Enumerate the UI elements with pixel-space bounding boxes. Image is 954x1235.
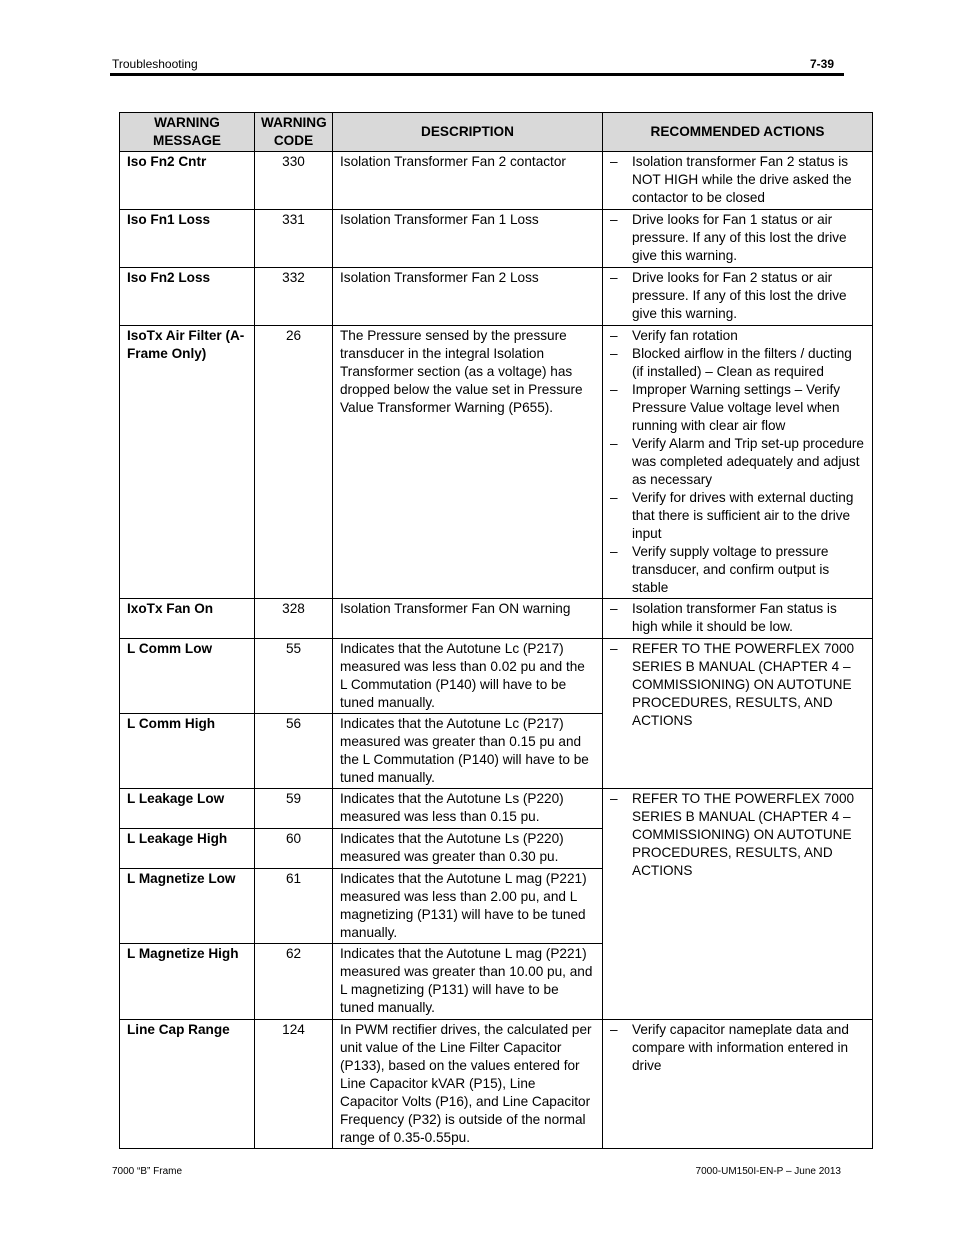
warning-description: Isolation Transformer Fan 2 Loss [333, 268, 603, 326]
col-header-code: WARNING CODE [255, 113, 333, 152]
col-header-message: WARNING MESSAGE [120, 113, 255, 152]
warning-description: Isolation Transformer Fan ON warning [333, 599, 603, 639]
table-row [120, 152, 873, 210]
section-title: Troubleshooting [112, 57, 198, 71]
warning-description: Isolation Transformer Fan 2 contactor [333, 152, 603, 210]
warning-code: 62 [255, 944, 333, 1020]
recommended-actions [603, 152, 873, 210]
warning-code: 332 [255, 268, 333, 326]
warning-message: Iso Fn2 Loss [120, 268, 255, 326]
recommended-actions [603, 789, 873, 1020]
action-item: – Drive looks for Fan 2 status or air pressure. If any of this lost the drive give this warning. [610, 269, 865, 323]
warning-description: Isolation Transformer Fan 1 Loss [333, 210, 603, 268]
warning-code: 124 [255, 1020, 333, 1149]
action-item: – Verify for drives with external ducting that there is sufficient air to the drive input [610, 489, 865, 543]
table-row [120, 639, 873, 714]
warning-description: Indicates that the Autotune L mag (P221) measured was greater than 10.00 pu, and L magnetizing (P131) will have to be tuned manually. [333, 944, 603, 1020]
warning-code: 59 [255, 789, 333, 829]
action-item: – Verify Alarm and Trip set-up procedure was completed adequately and adjust as necessary [610, 435, 865, 489]
action-item: – Drive looks for Fan 1 status or air pressure. If any of this lost the drive give this warning. [610, 211, 865, 265]
warning-description: Indicates that the Autotune Lc (P217) measured was greater than 0.15 pu and the L Commutation (P140) will have to be tuned manually. [333, 714, 603, 789]
warning-message: L Magnetize High [120, 944, 255, 1020]
table-row [120, 1020, 873, 1149]
table-row [120, 599, 873, 639]
header-rule [110, 73, 844, 76]
warning-code: 26 [255, 326, 333, 599]
action-item: – Verify supply voltage to pressure transducer, and confirm output is stable [610, 543, 865, 597]
warning-description: In PWM rectifier drives, the calculated per unit value of the Line Filter Capacitor (P133), based on the values entered for Line Capacitor kVAR (P15), Line Capacitor Volts (P16), and Line Capacitor Frequency (P32) is outside of the normal range of 0.35-0.55pu. [333, 1020, 603, 1149]
recommended-actions [603, 599, 873, 639]
warning-code: 60 [255, 829, 333, 869]
warning-code: 330 [255, 152, 333, 210]
warning-code: 331 [255, 210, 333, 268]
warning-description: Indicates that the Autotune Lc (P217) measured was less than 0.02 pu and the L Commutation (P140) will have to be tuned manually. [333, 639, 603, 714]
action-item: – REFER TO THE POWERFLEX 7000 SERIES B MANUAL (CHAPTER 4 – COMMISSIONING) ON AUTOTUNE PROCEDURES, RESULTS, AND ACTIONS [610, 640, 865, 730]
warning-description: Indicates that the Autotune L mag (P221) measured was less than 2.00 pu, and L magnetizing (P131) will have to be tuned manually. [333, 869, 603, 944]
warning-message: L Leakage Low [120, 789, 255, 829]
warning-message: L Leakage High [120, 829, 255, 869]
recommended-actions [603, 1020, 873, 1149]
warning-message: L Magnetize Low [120, 869, 255, 944]
recommended-actions [603, 268, 873, 326]
table-row [120, 210, 873, 268]
recommended-actions [603, 326, 873, 599]
warning-message: IsoTx Air Filter (A-Frame Only) [120, 326, 255, 599]
col-header-description: DESCRIPTION [333, 113, 603, 152]
footer-product: 7000 “B” Frame [112, 1166, 183, 1177]
recommended-actions [603, 210, 873, 268]
action-item: – Isolation transformer Fan status is high while it should be low. [610, 600, 865, 636]
table-row [120, 789, 873, 829]
action-item: – Blocked airflow in the filters / ducting (if installed) – Clean as required [610, 345, 865, 381]
table-header-row [120, 113, 873, 152]
warning-description: The Pressure sensed by the pressure transducer in the integral Isolation Transformer section (as a voltage) has dropped below the value set in Pressure Value Transformer Warning (P655). [333, 326, 603, 599]
action-item: – Verify fan rotation [610, 327, 865, 345]
warning-code: 328 [255, 599, 333, 639]
footer-publication: 7000-UM150I-EN-P – June 2013 [695, 1166, 841, 1177]
warning-code: 56 [255, 714, 333, 789]
warning-description: Indicates that the Autotune Ls (P220) measured was less than 0.15 pu. [333, 789, 603, 829]
warning-message: IxoTx Fan On [120, 599, 255, 639]
warning-code: 61 [255, 869, 333, 944]
warning-message: L Comm Low [120, 639, 255, 714]
col-header-actions: RECOMMENDED ACTIONS [603, 113, 873, 152]
page-number: 7-39 [809, 57, 834, 71]
table-row [120, 326, 873, 599]
action-item: – REFER TO THE POWERFLEX 7000 SERIES B MANUAL (CHAPTER 4 – COMMISSIONING) ON AUTOTUNE PROCEDURES, RESULTS, AND ACTIONS [610, 790, 865, 880]
recommended-actions [603, 639, 873, 789]
warning-table [119, 112, 873, 1149]
action-item: – Improper Warning settings – Verify Pressure Value voltage level when running with clear air flow [610, 381, 865, 435]
warning-message: L Comm High [120, 714, 255, 789]
warning-code: 55 [255, 639, 333, 714]
warning-message: Line Cap Range [120, 1020, 255, 1149]
table-row [120, 268, 873, 326]
action-item: – Isolation transformer Fan 2 status is NOT HIGH while the drive asked the contactor to be closed [610, 153, 865, 207]
warning-message: Iso Fn2 Cntr [120, 152, 255, 210]
action-item: – Verify capacitor nameplate data and compare with information entered in drive [610, 1021, 865, 1075]
warning-message: Iso Fn1 Loss [120, 210, 255, 268]
warning-description: Indicates that the Autotune Ls (P220) measured was greater than 0.30 pu. [333, 829, 603, 869]
